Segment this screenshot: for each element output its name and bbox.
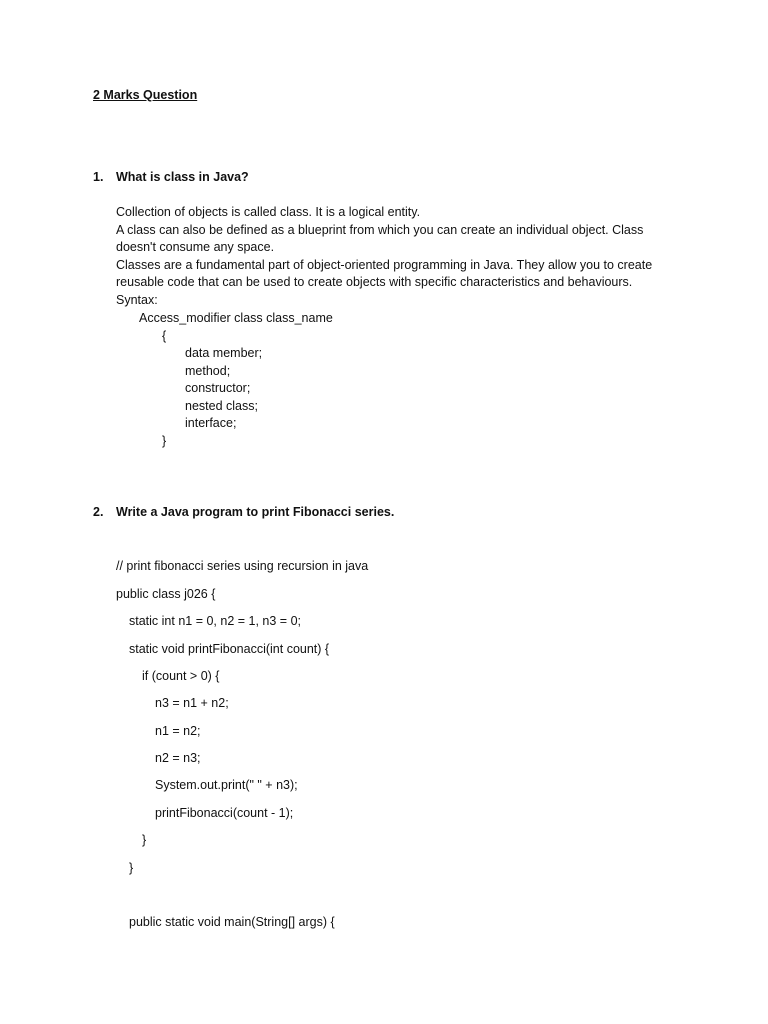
code-line: if (count > 0) {: [142, 669, 220, 683]
syntax-line: constructor;: [185, 381, 251, 395]
answer-paragraph: Classes are a fundamental part of object-oriented programming in Java. They allow you to create reusable code that can be used to create objects with specific characteristics and behaviours.: [116, 257, 653, 290]
syntax-line: data member;: [185, 346, 263, 360]
syntax-line: interface;: [185, 416, 237, 430]
syntax-line: {: [162, 329, 167, 343]
code-line: static int n1 = 0, n2 = 1, n3 = 0;: [129, 614, 301, 628]
code-line: static void printFibonacci(int count) {: [129, 642, 330, 656]
question-2-text: Write a Java program to print Fibonacci series.: [116, 505, 395, 519]
syntax-line: nested class;: [185, 399, 258, 413]
code-line: n2 = n3;: [155, 751, 201, 765]
code-line: System.out.print(" " + n3);: [155, 778, 298, 792]
answer-paragraph: Collection of objects is called class. It is a logical entity.: [116, 205, 421, 219]
code-line: n1 = n2;: [155, 724, 201, 738]
code-line: n3 = n1 + n2;: [155, 696, 229, 710]
syntax-line: method;: [185, 364, 231, 378]
question-1-number: 1.: [93, 170, 104, 184]
question-2-number: 2.: [93, 505, 104, 519]
code-line: public class j026 {: [116, 587, 216, 601]
question-1-text: What is class in Java?: [116, 170, 249, 184]
page-heading: 2 Marks Question: [93, 88, 198, 102]
syntax-label: Syntax:: [116, 292, 158, 307]
code-line: }: [142, 833, 147, 847]
answer-paragraph: A class can also be defined as a blueprint from which you can create an individual object. Class doesn't consume any space.: [116, 222, 644, 255]
code-line: printFibonacci(count - 1);: [155, 806, 294, 820]
code-line: // print fibonacci series using recursion in java: [116, 559, 369, 573]
code-line: }: [129, 861, 134, 875]
question-1-answer: [116, 204, 686, 310]
code-line: public static void main(String[] args) {: [129, 915, 335, 929]
syntax-line: Access_modifier class class_name: [139, 311, 333, 325]
syntax-line: }: [162, 434, 167, 448]
